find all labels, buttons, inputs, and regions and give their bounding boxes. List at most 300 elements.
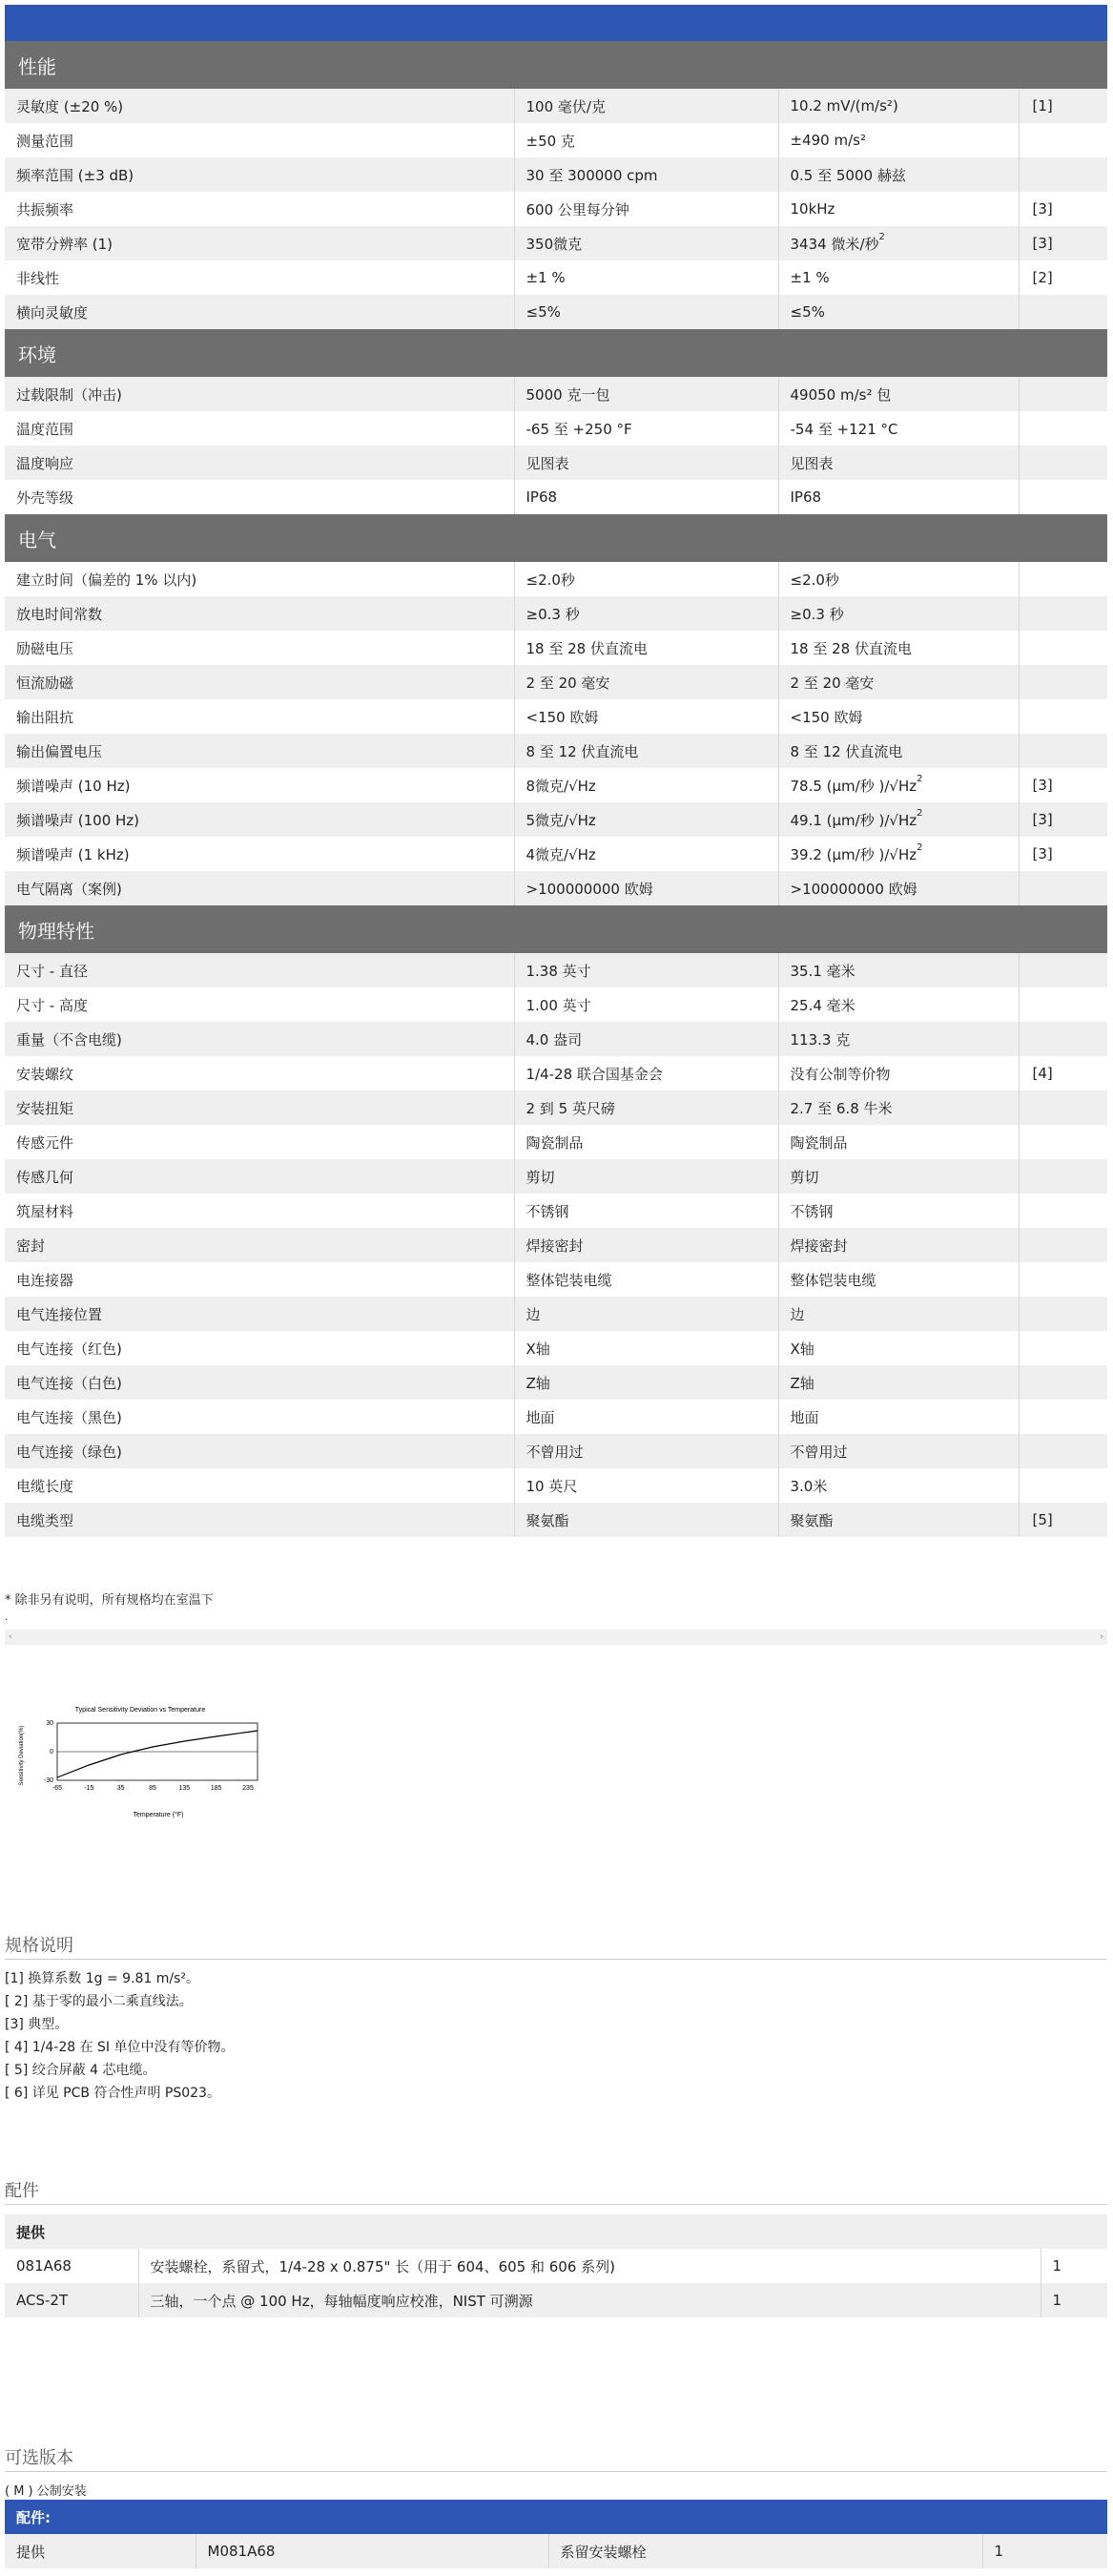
- spec-si: [778, 987, 1019, 1022]
- spec-si-text: 10kHz: [790, 200, 835, 218]
- optional-type: 提供: [5, 2534, 196, 2568]
- spec-imperial: [514, 1056, 778, 1091]
- spec-si-text: 2 至 20 毫安: [790, 674, 875, 692]
- spec-name: [5, 562, 514, 596]
- spec-row: [5, 1125, 1107, 1159]
- spec-row: [5, 1022, 1107, 1056]
- spec-imperial-text: ≤2.0秒: [526, 571, 575, 589]
- spec-name-text: 电气连接（白色): [16, 1374, 122, 1392]
- spec-name: [5, 837, 514, 871]
- spec-imperial: [514, 377, 778, 411]
- spec-imperial: [514, 446, 778, 480]
- spec-name-text: 建立时间（偏差的 1% 以内): [16, 571, 197, 589]
- spec-name: [5, 226, 514, 260]
- spec-imperial: [514, 1125, 778, 1159]
- spec-note: [1019, 1468, 1107, 1503]
- spec-si: [778, 562, 1019, 596]
- spec-name-text: 输出阻抗: [16, 708, 74, 726]
- spec-imperial: [514, 1091, 778, 1125]
- spec-name-text: 恒流励磁: [16, 674, 74, 692]
- spec-si-text: 不曾用过: [790, 1443, 848, 1461]
- spec-si: [778, 480, 1019, 514]
- spec-note: [1019, 1503, 1107, 1537]
- section-header: [5, 329, 1107, 377]
- spec-imperial-text: 不曾用过: [526, 1443, 584, 1461]
- spec-row: [5, 562, 1107, 596]
- spec-name: [5, 596, 514, 631]
- spec-note-text: [3]: [1032, 845, 1053, 862]
- spec-note: [1019, 295, 1107, 329]
- spec-name: [5, 446, 514, 480]
- spec-si-text: ±490 m/s²: [790, 132, 866, 149]
- spec-name-text: 重量（不含电缆): [16, 1030, 122, 1049]
- spec-si-text: 78.5 (μm/秒 )/√Hz: [790, 777, 917, 795]
- section-header: [5, 905, 1107, 953]
- spec-imperial: [514, 953, 778, 987]
- optional-code: M081A68: [196, 2534, 548, 2568]
- y-tick-label: 0: [50, 1749, 53, 1755]
- spec-name: [5, 157, 514, 192]
- accessories-title: 配件: [5, 2181, 39, 2201]
- spec-name: [5, 1503, 514, 1537]
- spec-name: [5, 802, 514, 837]
- spec-si: [778, 837, 1019, 871]
- spec-si: [778, 631, 1019, 665]
- spec-imperial: [514, 260, 778, 295]
- spec-imperial-text: X轴: [526, 1340, 550, 1358]
- spec-si: [778, 260, 1019, 295]
- spec-imperial-text: 2 至 20 毫安: [526, 674, 610, 692]
- spec-name: [5, 953, 514, 987]
- spec-imperial-text: ±50 克: [526, 132, 575, 150]
- spec-imperial-text: 4.0 盎司: [526, 1030, 583, 1049]
- spec-table: [5, 41, 1107, 1537]
- spec-row: [5, 1400, 1107, 1434]
- superscript: 2: [917, 807, 923, 819]
- spec-imperial-text: 10 英尺: [526, 1477, 578, 1495]
- spec-imperial-text: 焊接密封: [526, 1236, 584, 1255]
- spec-imperial: [514, 1468, 778, 1503]
- spec-row: [5, 446, 1107, 480]
- spec-imperial-text: IP68: [526, 488, 558, 506]
- spec-si: [778, 446, 1019, 480]
- spec-note: [1019, 1262, 1107, 1297]
- spec-name-text: 频谱噪声 (1 kHz): [16, 845, 130, 863]
- spec-note: [1019, 192, 1107, 226]
- spec-imperial-text: 2 到 5 英尺磅: [526, 1099, 615, 1117]
- spec-name: [5, 295, 514, 329]
- spec-imperial-text: 剪切: [526, 1168, 555, 1186]
- spec-name: [5, 1331, 514, 1365]
- spec-name: [5, 260, 514, 295]
- spec-imperial: [514, 699, 778, 734]
- spec-note-item: [ 2] 基于零的最小二乘直线法。: [5, 1994, 193, 2009]
- spec-imperial: [514, 89, 778, 123]
- spec-note: [1019, 446, 1107, 480]
- accessory-qty: 1: [1052, 2257, 1062, 2275]
- spec-si: [778, 1262, 1019, 1297]
- spec-si-text: 8 至 12 伏直流电: [790, 742, 903, 760]
- spec-name: [5, 665, 514, 699]
- spec-si: [778, 1297, 1019, 1331]
- spec-imperial-text: >100000000 欧姆: [526, 880, 653, 898]
- spec-si: [778, 1159, 1019, 1194]
- spec-si-text: 没有公制等价物: [790, 1065, 891, 1083]
- spec-row: [5, 837, 1107, 871]
- spec-name-text: 横向灵敏度: [16, 303, 89, 322]
- spec-si-text: X轴: [790, 1340, 814, 1358]
- section-header: [5, 41, 1107, 89]
- spec-note: [1019, 734, 1107, 768]
- spec-imperial-text: 5微克/√Hz: [526, 811, 596, 829]
- spec-si-text: 39.2 (μm/秒 )/√Hz: [790, 845, 917, 863]
- superscript: 2: [917, 841, 923, 853]
- spec-row: [5, 123, 1107, 157]
- spec-note: [1019, 1331, 1107, 1365]
- spec-note: [1019, 1159, 1107, 1194]
- spec-name-text: 共振频率: [16, 200, 74, 218]
- spec-si: [778, 192, 1019, 226]
- spec-row: [5, 89, 1107, 123]
- spec-note: [1019, 871, 1107, 905]
- spec-si-text: <150 欧姆: [790, 708, 863, 726]
- spec-si-text: >100000000 欧姆: [790, 880, 917, 898]
- spec-note: [1019, 987, 1107, 1022]
- x-tick-label: -15: [84, 1785, 94, 1792]
- accessory-row: [5, 2283, 1107, 2317]
- spec-name-text: 输出偏置电压: [16, 742, 103, 760]
- spec-si: [778, 1091, 1019, 1125]
- spec-note-item: [ 4] 1/4-28 在 SI 单位中没有等价物。: [5, 2040, 235, 2055]
- room-temp-footnote: * 除非另有说明，所有规格均在室温下: [5, 1593, 214, 1608]
- spec-si: [778, 768, 1019, 802]
- spec-note: [1019, 768, 1107, 802]
- spec-name-text: 电连接器: [16, 1271, 74, 1289]
- spec-name-text: 电缆长度: [16, 1477, 74, 1495]
- spec-name-text: 尺寸 - 直径: [16, 962, 88, 980]
- section-title: 性能: [5, 41, 1107, 89]
- spec-note: [1019, 1297, 1107, 1331]
- spec-imperial-text: 600 公里每分钟: [526, 200, 629, 218]
- x-tick-label: 235: [242, 1785, 254, 1792]
- spec-imperial-text: 陶瓷制品: [526, 1133, 584, 1152]
- spec-row: [5, 1331, 1107, 1365]
- y-tick-label: -30: [43, 1777, 53, 1784]
- spec-imperial: [514, 631, 778, 665]
- accessory-qty: 1: [1041, 2283, 1107, 2317]
- spec-name: [5, 123, 514, 157]
- spec-name-text: 密封: [16, 1236, 46, 1255]
- spec-si-text: IP68: [790, 488, 822, 506]
- spec-imperial: [514, 562, 778, 596]
- spec-name-text: 测量范围: [16, 132, 74, 150]
- y-tick-label: 30: [46, 1720, 53, 1727]
- spec-si-text: 边: [790, 1305, 805, 1323]
- spec-imperial: [514, 1194, 778, 1228]
- spec-note: [1019, 226, 1107, 260]
- spec-imperial: [514, 295, 778, 329]
- spec-note: [1019, 699, 1107, 734]
- spec-name-text: 频谱噪声 (10 Hz): [16, 777, 131, 795]
- spec-name: [5, 871, 514, 905]
- spec-name: [5, 987, 514, 1022]
- spec-note: [1019, 562, 1107, 596]
- spec-name-text: 传感几何: [16, 1168, 74, 1186]
- spec-row: [5, 1297, 1107, 1331]
- spec-row: [5, 411, 1107, 446]
- spec-note-text: [4]: [1032, 1065, 1053, 1082]
- spec-si: [778, 377, 1019, 411]
- spec-name-text: 电气连接（红色): [16, 1340, 122, 1358]
- superscript: 2: [878, 231, 885, 242]
- spec-name: [5, 768, 514, 802]
- spec-si: [778, 157, 1019, 192]
- spec-imperial-text: 不锈钢: [526, 1202, 569, 1220]
- spec-imperial-text: 整体铠装电缆: [526, 1271, 612, 1289]
- spec-row: [5, 871, 1107, 905]
- spec-notes-list: [5, 1967, 235, 2105]
- spec-name: [5, 1056, 514, 1091]
- x-tick-label: 85: [149, 1785, 156, 1792]
- spec-imperial: [514, 768, 778, 802]
- spec-imperial: [514, 871, 778, 905]
- spec-si-text: 陶瓷制品: [790, 1133, 848, 1152]
- temperature-chart: [11, 1700, 269, 1824]
- spec-note: [1019, 953, 1107, 987]
- spec-name-text: 灵敏度 (±20 %): [16, 97, 124, 115]
- spec-name: [5, 1297, 514, 1331]
- spec-si-text: 整体铠装电缆: [790, 1271, 876, 1289]
- spec-imperial: [514, 157, 778, 192]
- spec-row: [5, 377, 1107, 411]
- spec-note: [1019, 411, 1107, 446]
- spec-row: [5, 295, 1107, 329]
- spec-imperial: [514, 1503, 778, 1537]
- spec-si-text: Z轴: [790, 1374, 814, 1392]
- spec-row: [5, 1434, 1107, 1468]
- spec-row: [5, 1365, 1107, 1400]
- spec-imperial: [514, 1365, 778, 1400]
- spec-name: [5, 1022, 514, 1056]
- spec-imperial: [514, 1159, 778, 1194]
- spec-name: [5, 411, 514, 446]
- spec-si: [778, 89, 1019, 123]
- x-tick-label: 35: [116, 1785, 125, 1792]
- spec-note: [1019, 1056, 1107, 1091]
- spec-row: [5, 192, 1107, 226]
- spec-imperial: [514, 802, 778, 837]
- spec-note: [1019, 1365, 1107, 1400]
- spec-row: [5, 987, 1107, 1022]
- spec-imperial-text: ±1 %: [526, 269, 566, 286]
- spec-note: [1019, 1194, 1107, 1228]
- spec-imperial-text: ≥0.3 秒: [526, 605, 580, 623]
- spec-name-text: 电气连接（绿色): [16, 1443, 122, 1461]
- spec-si: [778, 1468, 1019, 1503]
- divider: [5, 2471, 1107, 2472]
- spec-imperial: [514, 1228, 778, 1262]
- section-header: [5, 514, 1107, 562]
- spec-name-text: 电缆类型: [16, 1511, 74, 1529]
- spec-si: [778, 123, 1019, 157]
- spec-name-text: 温度范围: [16, 420, 74, 438]
- spec-si: [778, 1125, 1019, 1159]
- spec-note: [1019, 1400, 1107, 1434]
- spec-name: [5, 1228, 514, 1262]
- spec-name-text: 过载限制（冲击): [16, 385, 122, 404]
- spec-note: [1019, 260, 1107, 295]
- spec-si-text: -54 至 +121 °C: [790, 420, 898, 438]
- spec-row: [5, 1159, 1107, 1194]
- spec-imperial-text: 30 至 300000 cpm: [526, 166, 658, 184]
- spec-si-text: 0.5 至 5000 赫兹: [790, 166, 906, 184]
- spec-si: [778, 1365, 1019, 1400]
- chart-title: Typical Sensitivity Deviation vs Temperature: [74, 1707, 206, 1714]
- spec-imperial: [514, 1434, 778, 1468]
- accessory-code: ACS-2T: [5, 2283, 138, 2317]
- spec-si: [778, 1228, 1019, 1262]
- spec-name-text: 尺寸 - 高度: [16, 996, 88, 1014]
- spec-si-text: ≤2.0秒: [790, 571, 839, 589]
- spec-row: [5, 157, 1107, 192]
- spec-si-text: 聚氨酯: [790, 1511, 834, 1529]
- spec-name: [5, 1468, 514, 1503]
- spec-name: [5, 89, 514, 123]
- spec-si: [778, 734, 1019, 768]
- spec-row: [5, 480, 1107, 514]
- spec-imperial: [514, 596, 778, 631]
- spec-note: [1019, 157, 1107, 192]
- chart-x-label: Temperature (°F): [133, 1812, 184, 1818]
- accessory-row: [5, 2249, 1107, 2283]
- spec-row: [5, 802, 1107, 837]
- spec-name-text: 电气连接（黑色): [16, 1408, 122, 1426]
- accessory-desc: 三轴，一个点 @ 100 Hz，每轴幅度响应校准，NIST 可溯源: [138, 2283, 1041, 2317]
- spec-note: [1019, 480, 1107, 514]
- spec-si: [778, 953, 1019, 987]
- spec-note-item: [3] 典型。: [5, 2017, 69, 2032]
- spec-imperial: [514, 411, 778, 446]
- spec-imperial: [514, 1331, 778, 1365]
- spec-name: [5, 1194, 514, 1228]
- spec-si: [778, 1056, 1019, 1091]
- divider: [5, 2204, 1107, 2205]
- accessory-code: 081A68: [5, 2249, 138, 2283]
- spec-row: [5, 1194, 1107, 1228]
- spec-imperial-text: 边: [526, 1305, 541, 1323]
- top-banner: [5, 5, 1107, 41]
- spec-si: [778, 226, 1019, 260]
- spec-note-item: [1] 换算系数 1g = 9.81 m/s²。: [5, 1971, 200, 1986]
- spec-si: [778, 699, 1019, 734]
- spec-si-text: 113.3 克: [790, 1030, 851, 1049]
- spec-imperial: [514, 123, 778, 157]
- spec-imperial-text: 1/4-28 联合国基金会: [526, 1065, 663, 1083]
- spec-row: [5, 596, 1107, 631]
- spec-notes-title: 规格说明: [5, 1936, 73, 1956]
- spec-note: [1019, 1091, 1107, 1125]
- spec-name: [5, 1125, 514, 1159]
- spec-si: [778, 1331, 1019, 1365]
- spec-imperial-text: -65 至 +250 °F: [526, 420, 632, 438]
- spec-name: [5, 734, 514, 768]
- spec-si: [778, 1503, 1019, 1537]
- spec-si: [778, 802, 1019, 837]
- spec-note: [1019, 377, 1107, 411]
- spec-note-item: [ 6] 详见 PCB 符合性声明 PS023。: [5, 2086, 220, 2101]
- spec-row: [5, 1091, 1107, 1125]
- spec-si-text: 地面: [790, 1408, 819, 1426]
- spec-name-text: 安装扭矩: [16, 1099, 74, 1117]
- spec-si: [778, 1194, 1019, 1228]
- spec-si-text: 不锈钢: [790, 1202, 834, 1220]
- spec-name-text: 频谱噪声 (100 Hz): [16, 811, 140, 829]
- spec-si: [778, 871, 1019, 905]
- superscript: 2: [917, 773, 923, 784]
- spec-row: [5, 768, 1107, 802]
- spec-si-text: ≥0.3 秒: [790, 605, 844, 623]
- accessories-table: [5, 2214, 1107, 2317]
- spec-name-text: 非线性: [16, 269, 60, 287]
- spec-imperial-text: Z轴: [526, 1374, 550, 1392]
- spec-si: [778, 596, 1019, 631]
- spec-imperial-text: 见图表: [526, 454, 569, 472]
- spec-row: [5, 1503, 1107, 1537]
- spec-imperial-text: 350微克: [526, 235, 583, 253]
- spec-imperial-text: 8微克/√Hz: [526, 777, 596, 795]
- spec-note: [1019, 1125, 1107, 1159]
- spec-imperial-text: 5000 克一包: [526, 385, 610, 404]
- scroll-left-icon[interactable]: ‹: [9, 1631, 12, 1642]
- spec-imperial: [514, 226, 778, 260]
- spec-imperial-text: <150 欧姆: [526, 708, 599, 726]
- spec-si-text: 25.4 毫米: [790, 996, 855, 1014]
- chart-y-label: Sensitivity Deviation(%): [19, 1725, 25, 1786]
- spec-name: [5, 1434, 514, 1468]
- spec-imperial-text: 4微克/√Hz: [526, 845, 596, 863]
- horizontal-scrollbar[interactable]: [5, 1630, 1107, 1645]
- spec-si-text: 10.2 mV/(m/s²): [790, 97, 898, 114]
- spec-si: [778, 411, 1019, 446]
- spec-note-text: [5]: [1032, 1511, 1053, 1528]
- spec-name-text: 频率范围 (±3 dB): [16, 166, 134, 184]
- spec-note: [1019, 631, 1107, 665]
- accessory-desc: 安装螺栓，系留式，1/4-28 x 0.875" 长（用于 604、605 和 606 系列): [138, 2249, 1041, 2283]
- spec-name-text: 宽带分辨率 (1): [16, 235, 113, 253]
- spec-row: [5, 953, 1107, 987]
- scroll-right-icon[interactable]: ›: [1100, 1631, 1103, 1642]
- spec-note: [1019, 1434, 1107, 1468]
- spec-note: [1019, 1022, 1107, 1056]
- spec-si: [778, 1434, 1019, 1468]
- spec-si: [778, 1400, 1019, 1434]
- spec-imperial: [514, 1400, 778, 1434]
- spec-row: [5, 1056, 1107, 1091]
- spec-row: [5, 1228, 1107, 1262]
- spec-imperial-text: 18 至 28 伏直流电: [526, 639, 648, 657]
- optional-table: [5, 2500, 1107, 2568]
- spec-si-text: 18 至 28 伏直流电: [790, 639, 912, 657]
- spec-si-text: 49050 m/s² 包: [790, 385, 892, 404]
- spec-name-text: 传感元件: [16, 1133, 74, 1152]
- spec-si-text: 35.1 毫米: [790, 962, 855, 980]
- sensitivity-series-line: [57, 1731, 258, 1777]
- spec-note: [1019, 665, 1107, 699]
- section-title: 环境: [5, 329, 1107, 377]
- spec-row: [5, 734, 1107, 768]
- spec-imperial: [514, 665, 778, 699]
- spec-imperial-text: 聚氨酯: [526, 1511, 569, 1529]
